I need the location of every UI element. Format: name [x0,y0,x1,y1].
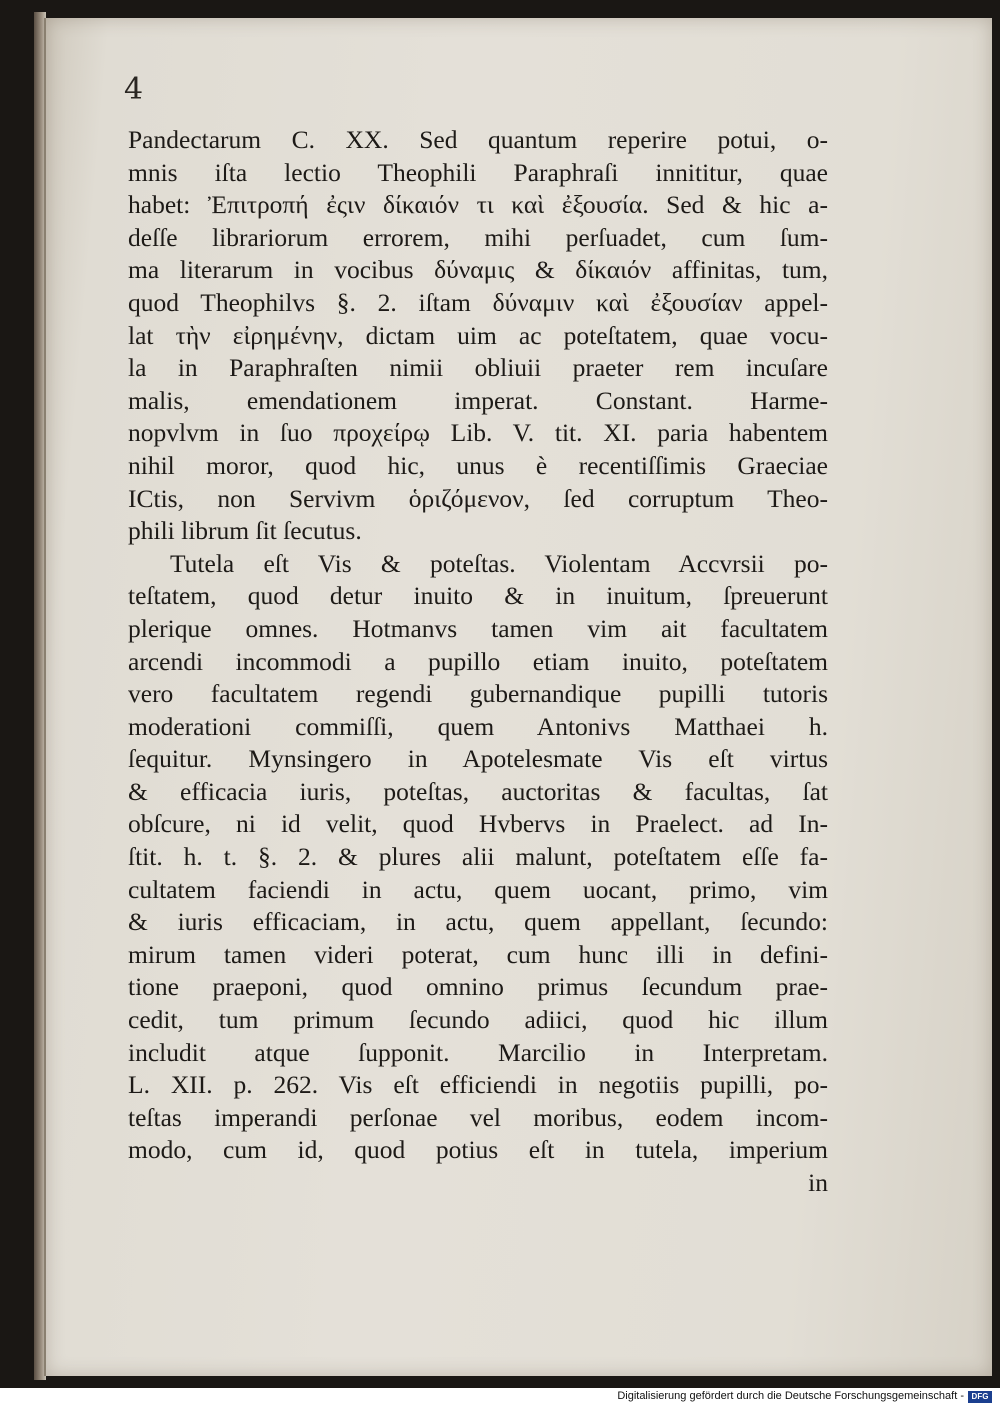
text-line: moderationi commiſſi, quem Antonivs Matthaei h. [128,711,828,741]
text-line: lat τὴν εἰρημένην, dictam uim ac poteſtatem, quae vocu- [128,320,828,350]
text-line: includit atque ſupponit. Marcilio in Interpretam. [128,1037,828,1067]
page-number: 4 [124,72,144,107]
text-line: ſtit. h. t. §. 2. & plures alii malunt, poteſtatem eſſe fa- [128,842,828,872]
text-line: phili librum ſit ſecutus. [128,516,362,546]
text-line: modo, cum id, quod potius eſt in tutela, imperium [128,1135,828,1165]
text-line: plerique omnes. Hotmanvs tamen vim ait facultatem [128,613,828,643]
footer-credit-text: Digitalisierung gefördert durch die Deutsche Forschungsgemeinschaft - [617,1390,964,1402]
text-line: ICtis, non Servivm ὁριζόμενον, ſed corruptum Theo- [128,483,828,513]
text-line: teſtas imperandi perſonae vel moribus, eodem incom- [128,1102,828,1132]
footer-bar [0,1388,1000,1407]
text-line: nihil moror, quod hic, unus è recentiſſimis Graeciae [128,450,828,480]
text-line: nopvlvm in ſuo προχείρῳ Lib. V. tit. XI. paria habentem [128,418,828,448]
text-line: L. XII. p. 262. Vis eſt efficiendi in negotiis pupilli, po- [128,1070,828,1100]
text-line: malis, emendationem imperat. Constant. Harme- [128,385,828,415]
text-line: teſtatem, quod detur inuito & in inuitum, ſpreuerunt [128,581,828,611]
text-line: ſequitur. Mynsingero in Apotelesmate Vis eſt virtus [128,744,828,774]
text-line: la in Paraphraſten nimii obliuii praeter rem incuſare [128,353,828,383]
text-line: & efficacia iuris, poteſtas, auctoritas & facultas, ſat [128,776,828,806]
text-line: cedit, tum primum ſecundo adiici, quod hic illum [128,1005,828,1035]
text-line: obſcure, ni id velit, quod Hvbervs in Praelect. ad In- [128,809,828,839]
text-line: ma literarum in vocibus δύναμις & δίκαιόν affinitas, tum, [128,255,828,285]
text-line: vero facultatem regendi gubernandique pupilli tutoris [128,679,828,709]
text-line: tione praeponi, quod omnino primus ſecundum prae- [128,972,828,1002]
dfg-logo[interactable]: DFG [968,1391,992,1403]
body-text [128,124,828,1200]
text-line: mnis iſta lectio Theophili Paraphraſi innititur, quae [128,157,828,187]
text-line: & iuris efficaciam, in actu, quem appellant, ſecundo: [128,907,828,937]
text-line: mirum tamen videri poterat, cum hunc illi in defini- [128,939,828,969]
text-line: deſſe librariorum errorem, mihi perſuadet, cum ſum- [128,222,828,252]
text-line: habet: Ἐπιτροπή ἐςιν δίκαιόν τι καὶ ἐξουσία. Sed & hic a- [128,190,828,220]
text-line: Pandectarum C. XX. Sed quantum reperire potui, o- [128,125,828,154]
catchword: in [808,1168,828,1197]
text-line: Tutela eſt Vis & poteſtas. Violentam Accvrsii po- [170,548,828,578]
text-line: quod Theophilvs §. 2. iſtam δύναμιν καὶ ἐξουσίαν appel- [128,287,828,317]
text-line: arcendi incommodi a pupillo etiam inuito, poteſtatem [128,646,828,676]
text-line: cultatem faciendi in actu, quem uocant, primo, vim [128,874,828,904]
